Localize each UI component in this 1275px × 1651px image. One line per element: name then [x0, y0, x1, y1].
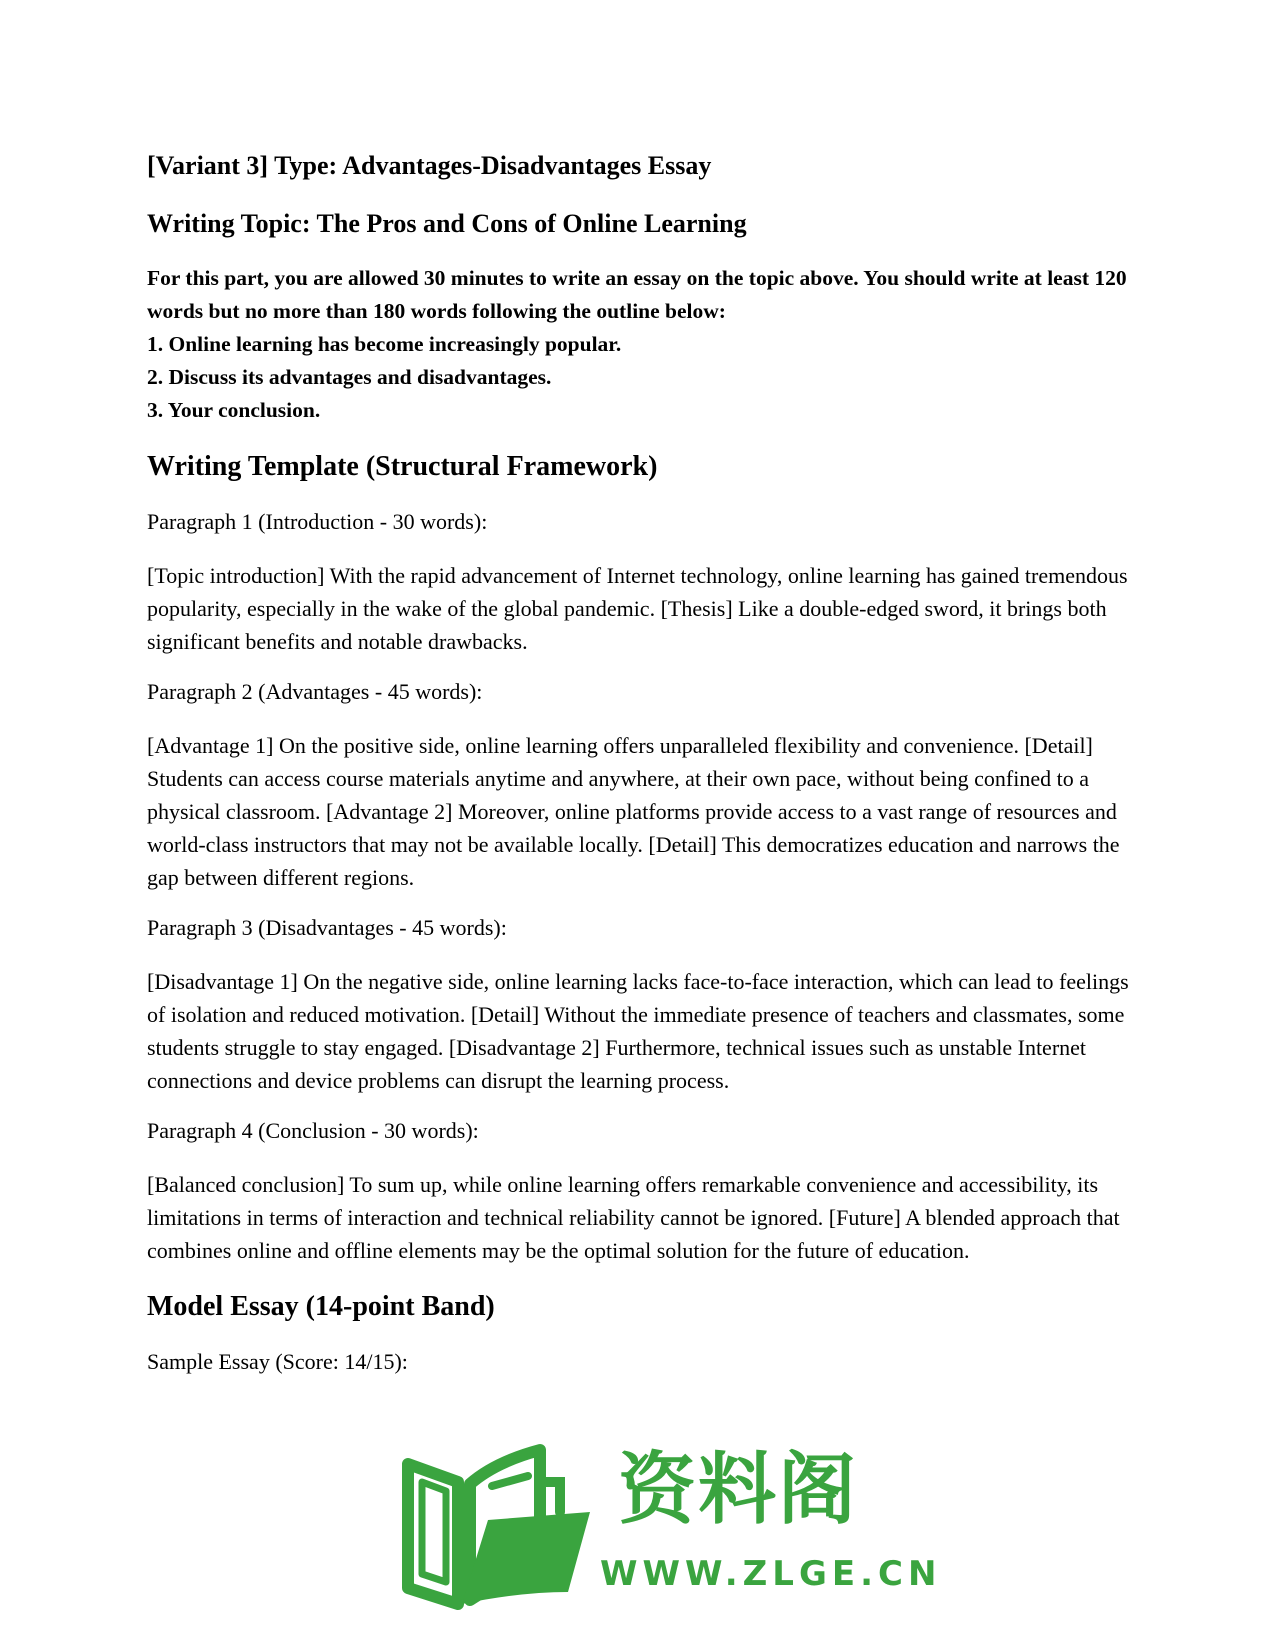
paragraph-3-text: [Disadvantage 1] On the negative side, online learning lacks face-to-face interaction, which can lead to feelings of isolation and reduced motivation. [Detail] Without the immediate presence of teachers and classmates, some students struggle to stay engaged. [Disadvantage 2] Furthermore, technical issues such as unstable Internet connections and device problems can disrupt the learning process. [147, 969, 1129, 1093]
paragraph-2-text: [Advantage 1] On the positive side, online learning offers unparalleled flexibility and convenience. [Detail] Students can access course materials anytime and anywhere, at their own pace, without being confined to a physical classroom. [Advantage 2] Moreover, online platforms provide access to a vast range of resources and world-class instructors that may not be available locally. [Detail] This democratizes education and narrows the gap between different regions. [147, 733, 1120, 890]
paragraph-3-label: Paragraph 3 (Disadvantages - 45 words): [147, 915, 507, 940]
watermark-name: 资料阁 [618, 1445, 859, 1535]
paragraph-4-text: [Balanced conclusion] To sum up, while online learning offers remarkable convenience and accessibility, its limitations in terms of interaction and technical reliability cannot be ignored. [Future] A blended approach that combines online and offline elements may be the optimal solution for the future of education. [147, 1172, 1120, 1263]
watermark [400, 1442, 942, 1622]
open-book-folder-logo-icon [400, 1442, 600, 1612]
paragraph-4-label: Paragraph 4 (Conclusion - 30 words): [147, 1118, 479, 1143]
model-essay-heading: Model Essay (14-point Band) [147, 1291, 495, 1322]
instructions-block [147, 262, 1132, 427]
paragraph-1-text: [Topic introduction] With the rapid advancement of Internet technology, online learning has gained tremendous popularity, especially in the wake of the global pandemic. [Thesis] Like a double-edged sword, it brings both significant benefits and notable drawbacks. [147, 563, 1128, 654]
paragraph-2-label: Paragraph 2 (Advantages - 45 words): [147, 679, 483, 704]
variant-heading: [Variant 3] Type: Advantages-Disadvantages Essay [147, 151, 712, 180]
outline-item-1: 1. Online learning has become increasingly popular. [147, 332, 622, 356]
outline-item-2: 2. Discuss its advantages and disadvantages. [147, 365, 552, 389]
instructions-text: For this part, you are allowed 30 minutes to write an essay on the topic above. You should write at least 120 words but no more than 180 words following the outline below: [147, 266, 1127, 323]
document-page [147, 138, 1132, 1378]
sample-essay-label: Sample Essay (Score: 14/15): [147, 1349, 408, 1374]
watermark-url: WWW.ZLGE.CN [600, 1554, 942, 1594]
paragraph-1-label: Paragraph 1 (Introduction - 30 words): [147, 509, 488, 534]
template-heading: Writing Template (Structural Framework) [147, 451, 658, 482]
outline-item-3: 3. Your conclusion. [147, 398, 321, 422]
topic-heading: Writing Topic: The Pros and Cons of Online Learning [147, 209, 747, 238]
